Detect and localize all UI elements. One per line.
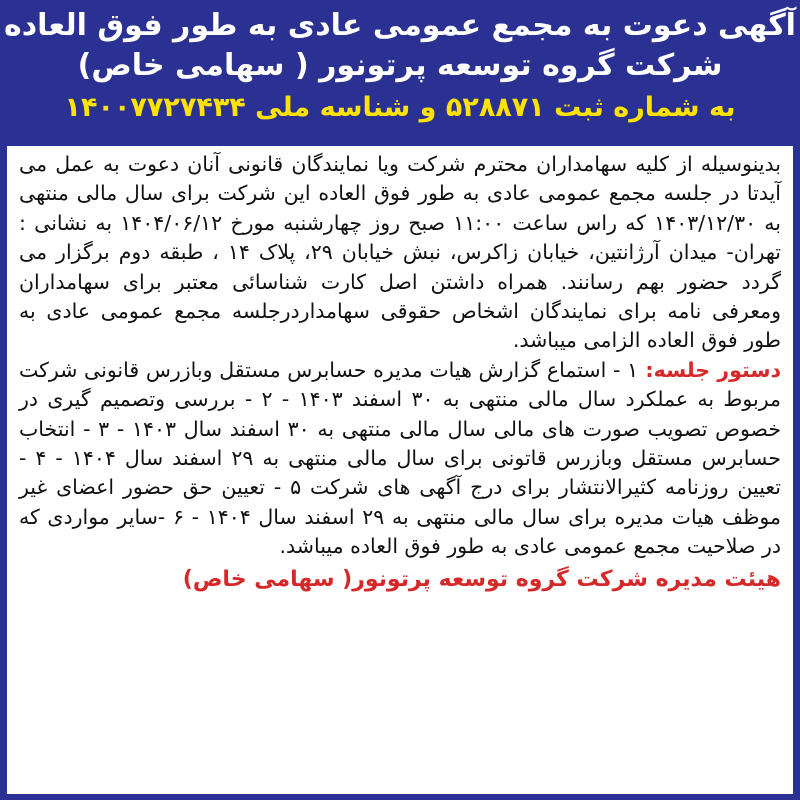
agenda-label: دستور جلسه: <box>638 357 782 382</box>
board-signature: هیئت مدیره شرکت گروه توسعه پرتونور( سهامی خاص) <box>182 566 781 592</box>
intro-paragraph: بدینوسیله از کلیه سهامداران محترم شرکت ویا نمایندگان قانونی آنان دعوت به عمل می آیدتا در جلسه مجمع عمومی عادی به طور فوق العاده این شرکت برای سال مالی منتهی به ۱۴۰۳/۱۲/۳۰ که راس ساعت ۱۱:۰۰ صبح روز چهارشنبه مورخ ۱۴۰۴/۰۶/۱۲ به نشانی : تهران- میدان آرژانتین، خیابان زاکرس، نبش خیابان ۲۹، پلاک ۱۴ ، طبقه دوم برگزار می گردد حضور بهم رسانند. همراه داشتن اصل کارت شناسائی معتبر برای سهامداران ومعرفی نامه برای نمایندگان اشخاص حقوقی سهامداردرجلسه مجمع عمومی عادی به طور فوق العاده الزامی میباشد. <box>19 152 781 353</box>
notice-title-line2: شرکت گروه توسعه پرتونور ( سهامی خاص) <box>77 48 723 83</box>
agenda-paragraph <box>19 356 781 562</box>
registration-info: به شماره ثبت ۵۲۸۸۷۱ و شناسه ملی ۱۴۰۰۷۷۲۷۴۳۴ <box>64 92 736 123</box>
notice-header <box>0 0 800 145</box>
notice-title-line1: آگهی دعوت به مجمع عمومی عادی به طور فوق العاده <box>4 8 796 43</box>
agenda-text: ۱ - استماع گزارش هیات مدیره حسابرس مستقل وبازرس قانونی شرکت مربوط به عملکرد سال مالی منتهی به ۳۰ اسفند ۱۴۰۳ - ۲ - بررسی وتصمیم گیری در خصوص تصویب صورت های مالی سال مالی منتهی به ۳۰ اسفند سال ۱۴۰۳ - ۳ - انتخاب حسابرس مستقل وبازرس قاتونی برای سال مالی منتهی به ۲۹ اسفند سال ۱۴۰۴ - ۴ - تعیین روزنامه کثیرالانتشار برای درج آگهی های شرکت ۵ - تعیین حق حضور اعضای غیر موظف هیات مدیره برای سال مالی منتهی به ۲۹ اسفند سال ۱۴۰۴ - ۶ -سایر مواردی که در صلاحیت مجمع عمومی عادی به طور فوق العاده میباشد. <box>19 357 782 559</box>
notice-body <box>7 146 793 794</box>
